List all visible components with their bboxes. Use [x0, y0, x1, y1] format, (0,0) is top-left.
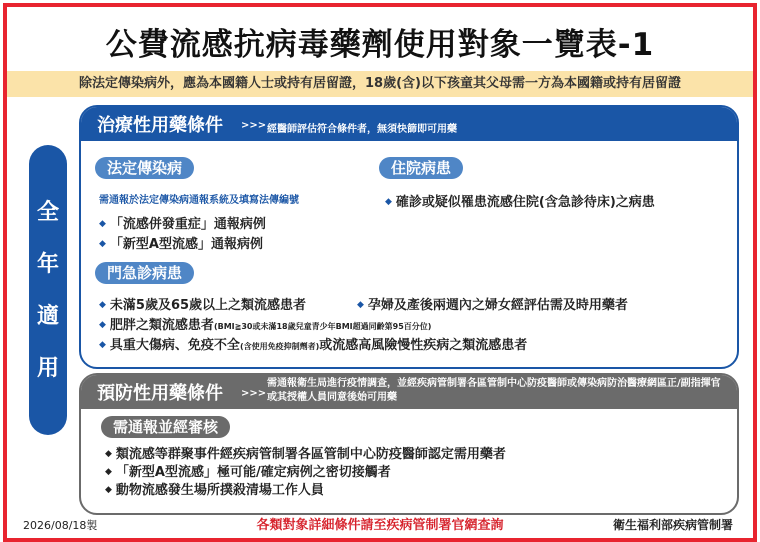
- bmi-note: (BMI≧30或未滿18歲兒童青少年BMI超過同齡第95百分位): [213, 322, 432, 331]
- list-item: ◆ 類流感等群聚事件經疾病管制署各區管制中心防疫醫師認定需用藥者: [105, 447, 506, 462]
- footer-date: 2026/08/18製: [23, 519, 98, 532]
- outpatient-label: 門急診病患: [95, 262, 194, 284]
- treatment-section: [79, 105, 739, 369]
- prevention-header-note: 需通報衛生局進行疫情調查，並經疾病管制署各區管制中心防疫醫師或傳染病防治醫療網區正/副指揮官或其授權人員同意後始可用藥: [267, 378, 721, 403]
- diamond-bullet-icon: ◆: [99, 320, 106, 330]
- diamond-bullet-icon: ◆: [99, 239, 106, 249]
- eligibility-notice: 除法定傳染病外，應為本國籍人士或持有居留證，18歲(含)以下孩童其父母需一方為本國籍或持有居留證: [7, 71, 753, 97]
- diamond-bullet-icon: ◆: [105, 485, 112, 495]
- poster-frame: [3, 3, 757, 542]
- side-char: 全: [36, 200, 59, 225]
- diamond-bullet-icon: ◆: [105, 467, 112, 477]
- footer-website-note: 各類對象詳細條件請至疾病管制署官網查詢: [256, 518, 504, 533]
- diamond-bullet-icon: ◆: [105, 449, 112, 459]
- list-item: ◆ 「新型A型流感」通報病例: [99, 237, 263, 252]
- side-char: 年: [36, 252, 59, 277]
- list-item: ◆ 具重大傷病、免疫不全(含使用免疫抑制劑者)或流感高風險慢性疾病之類流感患者: [99, 338, 528, 353]
- prevention-header: [81, 375, 737, 409]
- prevention-arrows: >>>: [241, 388, 267, 399]
- diamond-bullet-icon: ◆: [385, 197, 392, 207]
- reporting-review-label: 需通報並經審核: [101, 416, 230, 438]
- side-label-all-ages: [29, 145, 67, 435]
- immunosuppressant-note: (含使用免疫抑制劑者): [239, 342, 320, 351]
- side-char: 用: [36, 356, 59, 381]
- page-title: 公費流感抗病毒藥劑使用對象一覽表-1: [105, 27, 655, 63]
- list-item: ◆ 孕婦及產後兩週內之婦女經評估需及時用藥者: [357, 298, 628, 313]
- treatment-header-note: 經醫師評估符合條件者，無須快篩即可用藥: [267, 124, 457, 135]
- diamond-bullet-icon: ◆: [357, 300, 364, 310]
- treatment-arrows: >>>: [241, 120, 267, 131]
- list-item: ◆ 確診或疑似罹患流感住院(含急診待床)之病患: [385, 195, 655, 210]
- treatment-header: [81, 107, 737, 141]
- inpatient-label: 住院病患: [379, 157, 463, 179]
- statutory-report-note: 需通報於法定傳染病通報系統及填寫法傳編號: [99, 195, 299, 206]
- list-item: ◆ 「新型A型流感」極可能/確定病例之密切接觸者: [105, 465, 391, 480]
- list-item: ◆ 未滿5歲及65歲以上之類流感患者: [99, 298, 307, 313]
- statutory-disease-label: 法定傳染病: [95, 157, 194, 179]
- diamond-bullet-icon: ◆: [99, 340, 106, 350]
- list-item: ◆ 「流感併發重症」通報病例: [99, 217, 266, 232]
- list-item: ◆ 動物流感發生場所撲殺清場工作人員: [105, 483, 324, 498]
- treatment-title: 治療性用藥條件: [97, 115, 223, 136]
- diamond-bullet-icon: ◆: [99, 219, 106, 229]
- footer-organization: 衛生福利部疾病管制署: [612, 518, 733, 532]
- list-item: ◆ 肥胖之類流感患者(BMI≧30或未滿18歲兒童青少年BMI超過同齡第95百分位): [99, 318, 432, 333]
- prevention-section: [79, 373, 739, 515]
- side-char: 適: [36, 304, 59, 329]
- prevention-title: 預防性用藥條件: [97, 383, 223, 404]
- diamond-bullet-icon: ◆: [99, 300, 106, 310]
